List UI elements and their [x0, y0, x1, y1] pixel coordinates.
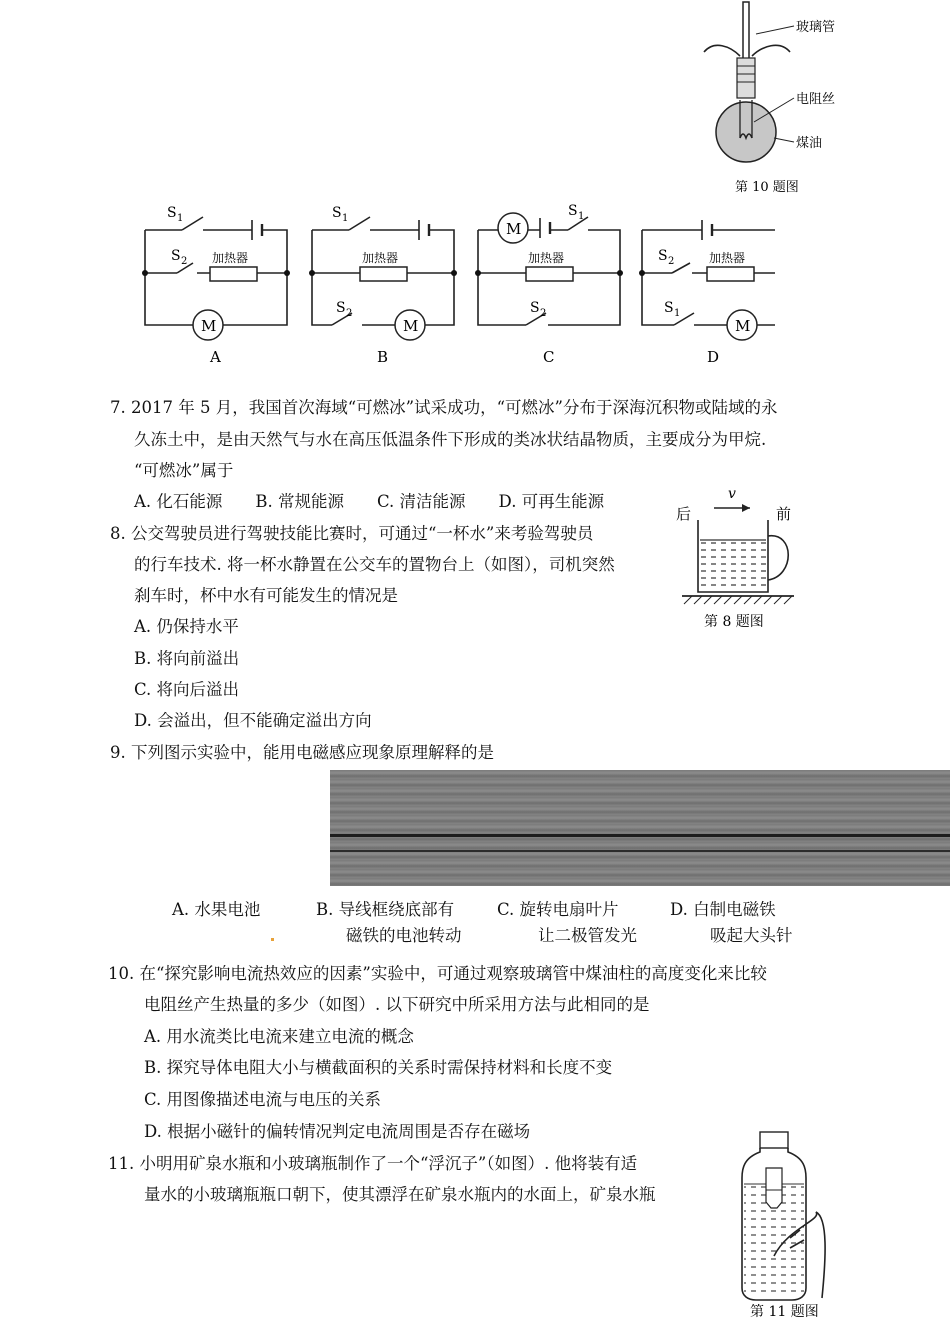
q8-option-b: B. 将向前溢出: [134, 649, 240, 668]
q11-line1: 11. 小明用矿泉水瓶和小玻璃瓶制作了一个“浮沉子”（如图）. 他将装有适: [108, 1154, 638, 1173]
s2-b-sub: 2: [346, 308, 353, 319]
q7-line3: “可燃冰”属于: [134, 461, 234, 480]
q8-option-c: C. 将向后溢出: [134, 680, 240, 699]
q8-line1: 8. 公交驾驶员进行驾驶技能比赛时，可通过“一杯水”来考验驾驶员: [110, 524, 594, 543]
q9-line1: 9. 下列图示实验中，能用电磁感应现象原理解释的是: [110, 743, 494, 762]
s2-c: S: [530, 300, 540, 316]
s1-b-sub: 1: [342, 213, 349, 224]
circuit-d: [639, 220, 775, 366]
s2-d-sub: 2: [668, 256, 675, 267]
circuit-b: [309, 205, 457, 366]
figure-10-flask: [690, 0, 850, 200]
s1-a: S: [167, 205, 177, 221]
q10-option-b: B. 探究导体电阻大小与横截面积的关系时需保持材料和长度不变: [144, 1058, 613, 1077]
q11-line2: 量水的小玻璃瓶瓶口朝下，使其漂浮在矿泉水瓶内的水面上，矿泉水瓶: [144, 1185, 656, 1204]
s1-d-sub: 1: [674, 308, 681, 319]
q7-options: A. 化石能源 B. 常规能源 C. 清洁能源 D. 可再生能源: [134, 492, 605, 511]
q8-option-a: A. 仍保持水平: [134, 617, 239, 636]
stray-dot: [271, 938, 274, 941]
circuit-diagrams: [135, 195, 775, 370]
back-label: 后: [676, 505, 692, 523]
kerosene-label: 煤油: [796, 136, 823, 151]
figure-8-caption: 第 8 题图: [704, 614, 764, 630]
front-label: 前: [776, 505, 792, 523]
s1-c-sub: 1: [578, 211, 585, 222]
s1-d: S: [664, 300, 674, 316]
heater-d: 加热器: [709, 251, 746, 265]
strip-dark-line: [330, 834, 950, 837]
q10-option-d: D. 根据小磁针的偏转情况判定电流周围是否存在磁场: [144, 1122, 531, 1141]
q7-line2: 久冻土中，是由天然气与水在高压低温条件下形成的类冰状结晶物质，主要成分为甲烷.: [134, 430, 767, 449]
circuit-a: [142, 205, 290, 366]
label-c: C: [543, 348, 555, 366]
figure-10-caption: 第 10 题图: [735, 180, 799, 195]
motor-a: M: [201, 317, 217, 335]
q7-line1: 7. 2017 年 5 月，我国首次海域“可燃冰”试采成功，“可燃冰”分布于深海沉积物或陆域的永: [110, 398, 778, 417]
q9-option-b-line2: 磁铁的电池转动: [346, 926, 462, 945]
figure-8-cup: [670, 484, 810, 634]
motor-d: M: [735, 317, 751, 335]
q10-option-a: A. 用水流类比电流来建立电流的概念: [144, 1027, 414, 1046]
s1-a-sub: 1: [177, 213, 184, 224]
label-b: B: [377, 348, 389, 366]
q9-figure-strip: [330, 770, 950, 886]
figure-11-bottle: [730, 1128, 840, 1318]
q8-option-d: D. 会溢出，但不能确定溢出方向: [134, 711, 372, 730]
s2-d: S: [658, 248, 668, 264]
q9-option-b-line1: B. 导线框绕底部有: [316, 900, 455, 919]
q9-option-d-line1: D. 白制电磁铁: [670, 900, 776, 919]
s1-c: S: [568, 203, 578, 219]
s2-a: S: [171, 248, 181, 264]
q10-line2: 电阻丝产生热量的多少（如图）. 以下研究中所采用方法与此相同的是: [144, 995, 650, 1014]
label-a: A: [210, 348, 221, 366]
q10-option-c: C. 用图像描述电流与电压的关系: [144, 1090, 382, 1109]
label-d: D: [707, 348, 720, 366]
s2-b: S: [336, 300, 346, 316]
circuit-c: [475, 203, 623, 366]
figure-11-caption: 第 11 题图: [750, 1304, 819, 1318]
q8-line2: 的行车技术. 将一杯水静置在公交车的置物台上（如图），司机突然: [134, 555, 615, 574]
velocity-label: v: [728, 486, 736, 502]
q9-option-c-line2: 让二极管发光: [538, 926, 637, 945]
glass-tube-label: 玻璃管: [796, 20, 836, 35]
motor-c: M: [506, 220, 522, 238]
strip-dark-line: [330, 850, 950, 852]
q8-line3: 刹车时，杯中水有可能发生的情况是: [134, 586, 398, 605]
s2-a-sub: 2: [181, 256, 188, 267]
q10-line1: 10. 在“探究影响电流热效应的因素”实验中，可通过观察玻璃管中煤油柱的高度变化来比较: [108, 964, 767, 983]
q9-option-d-line2: 吸起大头针: [710, 926, 793, 945]
q9-option-c-line1: C. 旋转电扇叶片: [497, 900, 619, 919]
heater-c: 加热器: [528, 251, 565, 265]
resistance-wire-label: 电阻丝: [796, 92, 836, 107]
motor-b: M: [403, 317, 419, 335]
q9-option-a: A. 水果电池: [172, 900, 261, 919]
heater-a: 加热器: [212, 251, 249, 265]
s2-c-sub: 2: [540, 308, 547, 319]
s1-b: S: [332, 205, 342, 221]
heater-b: 加热器: [362, 251, 399, 265]
